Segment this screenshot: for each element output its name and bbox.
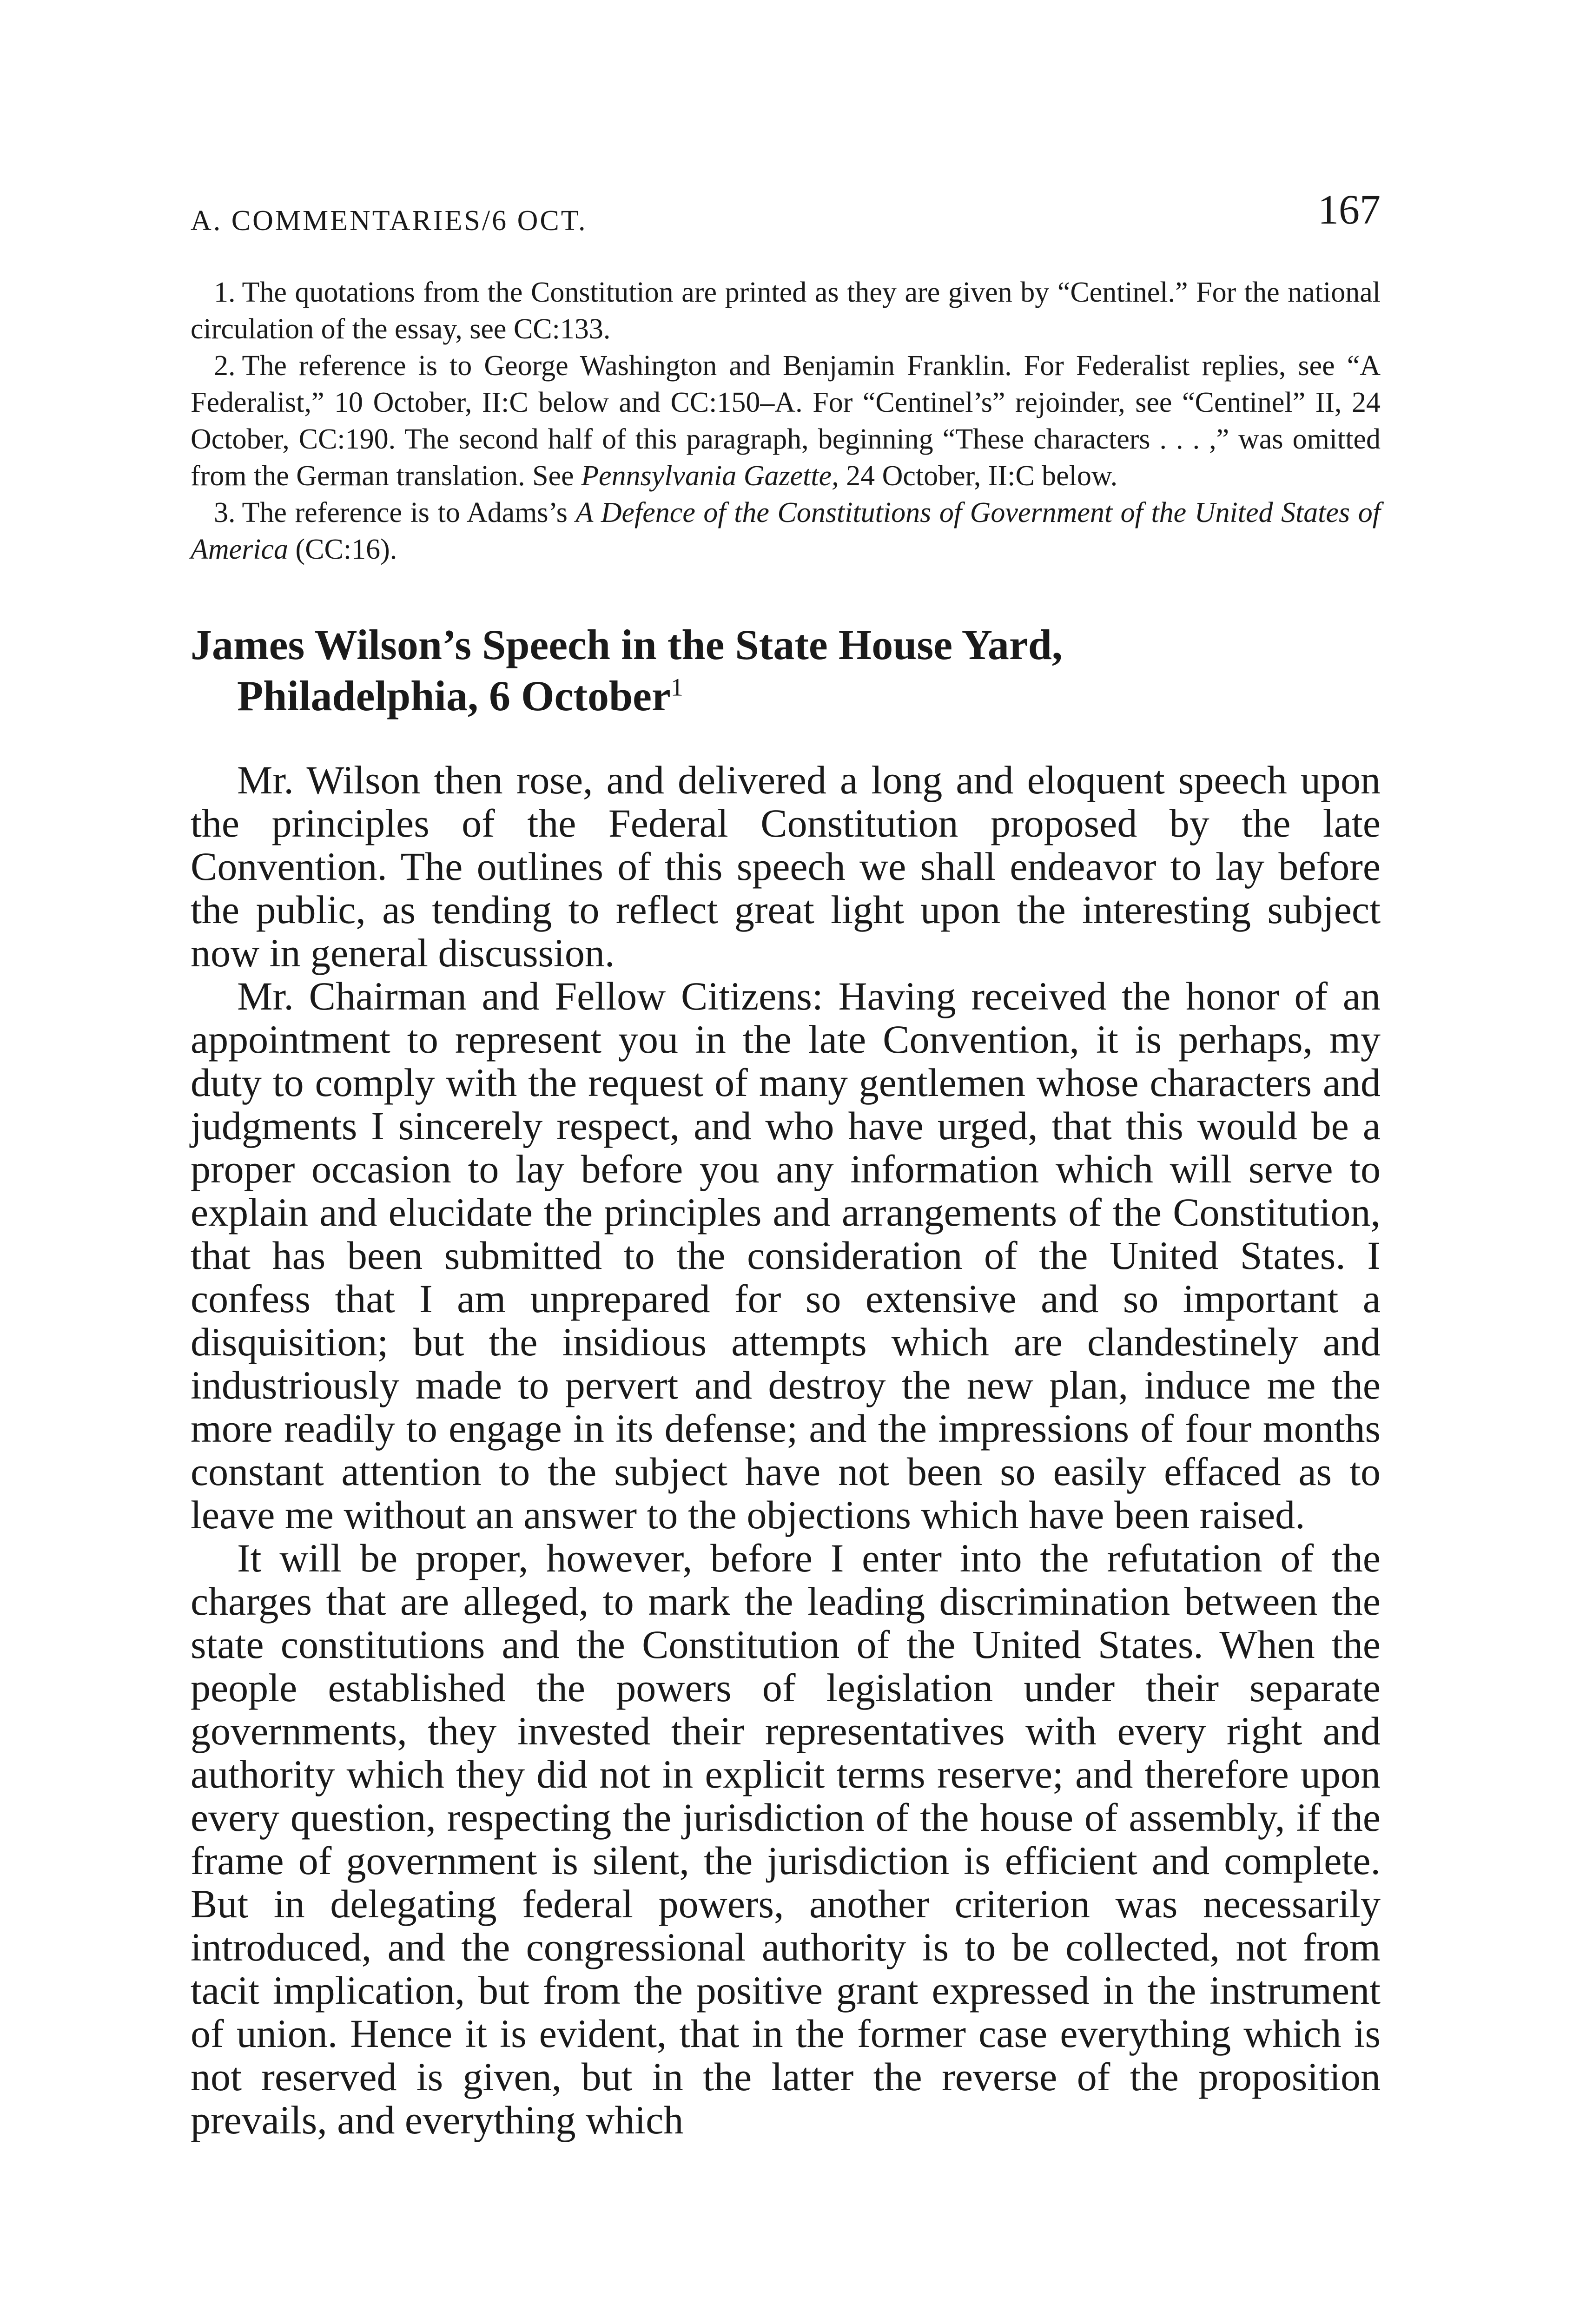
footnote-3 [191,495,1381,568]
running-head-section: A. COMMENTARIES/6 OCT. [191,205,588,237]
footnote-text: (CC:16). [288,534,397,565]
heading-line-2 [191,670,1381,721]
running-head [191,186,1381,237]
paragraph: It will be proper, however, before I enter into the refutation of the charges that are alleged, to mark the leading discrimination between the state constitutions and the Constitution of the United States. When the people established the powers of legislation under their separate governments, they invested their representatives with every right and authority which they did not in explicit terms reserve; and therefore upon every question, respecting the jurisdiction of the house of assembly, if the frame of government is silent, the jurisdiction is efficient and complete. But in delegating federal powers, another criterion was necessarily introduced, and the congressional authority is to be collected, not from tacit implication, but from the positive grant expressed in the instrument of union. Hence it is evident, that in the former case everything which is not reserved is given, but in the latter the reverse of the proposition prevails, and everything which [191,1536,1381,2142]
body-text [191,759,1381,2142]
footnote-text: 24 October, II:C below. [839,460,1118,492]
footnote-text: The reference is to George Washington and Benjamin Franklin. For Federalist replies, see “A Federalist,” 10 October, II:C below and CC:150–A. For “Centinel’s” rejoinder, see “Centinel” II, 24 October, CC:190. The second half of this paragraph, beginning “These characters . . . ,” was omitted from the German translation. See [191,350,1381,492]
footnote-number: 2. [214,350,236,382]
heading-footnote-ref: 1 [670,673,683,701]
page-number: 167 [1318,187,1381,233]
footnote-number: 1. [214,277,236,308]
footnote-number: 3. [214,497,236,528]
footnotes [191,274,1381,568]
footnote-text: The quotations from the Constitution are printed as they are given by “Centinel.” For the national circulation of the essay, see CC:133. [191,277,1381,345]
footnote-italic-title: A Defence of the Constitutions of Government of the United States of America [191,497,1381,565]
footnote-1 [191,274,1381,348]
heading-line-1: James Wilson’s Speech in the State House Yard, [191,621,1063,668]
paragraph: Mr. Wilson then rose, and delivered a long and eloquent speech upon the principles of the Federal Constitution proposed by the late Convention. The outlines of this speech we shall endeavor to lay before the public, as tending to reflect great light upon the interesting subject now in general discussion. [191,758,1381,975]
footnote-text: The reference is to Adams’s [242,497,576,528]
section-heading [191,619,1381,721]
heading-line-2-text: Philadelphia, 6 October [237,672,671,720]
paragraph: Mr. Chairman and Fellow Citizens: Having received the honor of an appointment to represent you in the late Convention, it is perhaps, my duty to comply with the request of many gentlemen whose characters and judgments I sincerely respect, and who have urged, that this would be a proper occasion to lay before you any information which will serve to explain and elucidate the principles and arrangements of the Constitution, that has been submitted to the consideration of the United States. I confess that I am unprepared for so extensive and so important a disquisition; but the insidious attempts which are clandestinely and industriously made to pervert and destroy the new plan, induce me the more readily to engage in its defense; and the impressions of four months constant attention to the subject have not been so easily effaced as to leave me without an answer to the objections which have been raised. [191,974,1381,1537]
footnote-italic-title: Pennsylvania Gazette, [581,460,839,492]
footnote-2 [191,348,1381,495]
document-page [191,186,1381,2142]
